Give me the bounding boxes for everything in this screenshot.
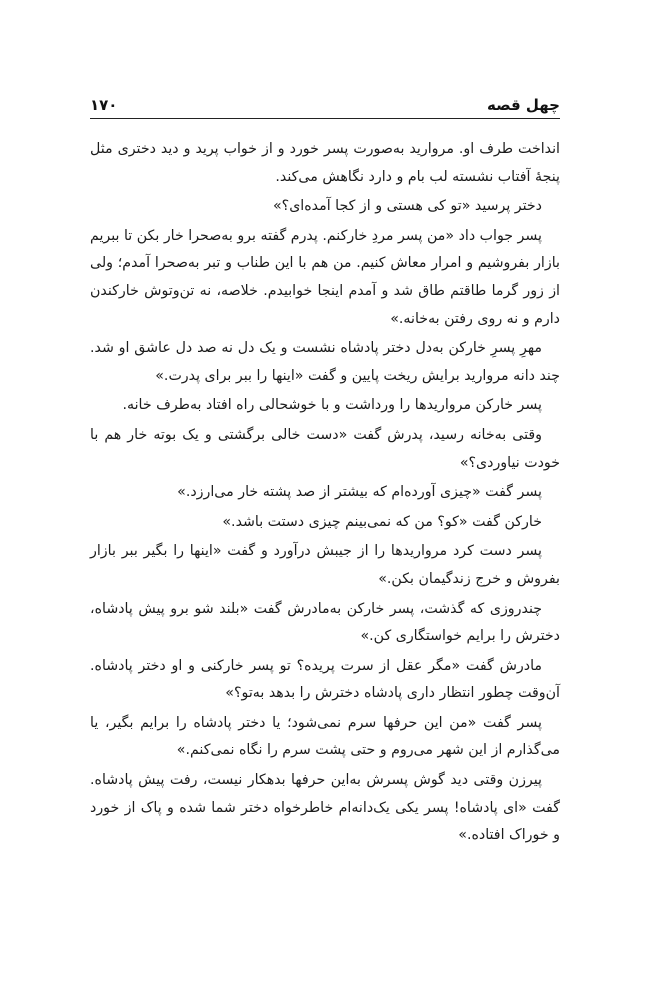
paragraph: خارکن گفت «کو؟ من که نمی‌بینم چیزی دستت باشد.» [222,513,542,530]
page-body [90,136,560,852]
book-title: چهل قصه [486,96,560,114]
paragraph: مهرِ پسرِ خارکن به‌دل دختر پادشاه نشست و یک دل نه صد دل عاشق او شد. چند دانه مروارید برایش ریخت پایین و گفت «اینها را ببر برای پدرت.» [90,340,560,384]
paragraph: پسر گفت «چیزی آورده‌ام که بیشتر از صد پشته خار می‌ارزد.» [177,484,542,501]
paragraph: دختر پرسید «تو کی هستی و از کجا آمده‌ای؟» [272,198,542,215]
paragraph: انداخت طرف او. مروارید به‌صورت پسر خورد و از خواب پرید و دید دختری مثل پنجهٔ آفتاب نشسته لب بام و دارد نگاهش می‌کند. [90,141,560,185]
running-header [90,88,560,119]
paragraph: چندروزی که گذشت، پسر خارکن به‌مادرش گفت «بلند شو برو پیش پادشاه، دخترش را برایم خواستگاری کن.» [90,600,560,645]
paragraph: پسر خارکن مرواریدها را ورداشت و با خوشحالی راه افتاد به‌طرف خانه. [122,397,542,414]
paragraph: مادرش گفت «مگر عقل از سرت پریده؟ تو پسر خارکنی و او دختر پادشاه. آن‌وقت چطور انتظار داری پادشاه دخترش را بدهد به‌تو؟» [90,657,560,702]
paragraph: پسر دست کرد مرواریدها را از جیبش درآورد و گفت «اینها را بگیر ببر بازار بفروش و خرج زندگیمان بکن.» [90,543,560,587]
paragraph: پسر جواب داد «من پسر مردِ خارکنم. پدرم گفته برو به‌صحرا خار بکن تا ببریم بازار بفروشیم و امرار معاش کنیم. من هم با این طناب و تبر به‌صحرا آمدم؛ ولی از زور گرما طاقتم طاق شد و آمدم اینجا خوابیدم. خلاصه، نه تن‌وتوش خارکندن دارم و نه روی رفتن به‌خانه.» [90,227,560,327]
paragraph: پسر گفت «من این حرفها سرم نمی‌شود؛ یا دختر پادشاه را برایم بگیر، یا می‌گذارم از این شهر می‌روم و حتی پشت سرم را نگاه نمی‌کنم.» [90,714,560,759]
page-number: ۱۷۰ [90,96,118,114]
paragraph: پیرزن وقتی دید گوش پسرش به‌این حرفها بدهکار نیست، رفت پیش پادشاه. گفت «ای پادشاه! پسر یکی یک‌دانه‌ام خاطرخواه دختر شما شده و پاک از خورد و خوراک افتاده.» [90,772,560,844]
paragraph: وقتی به‌خانه رسید، پدرش گفت «دست خالی برگشتی و یک بوته خار هم با خودت نیاوردی؟» [90,426,560,471]
